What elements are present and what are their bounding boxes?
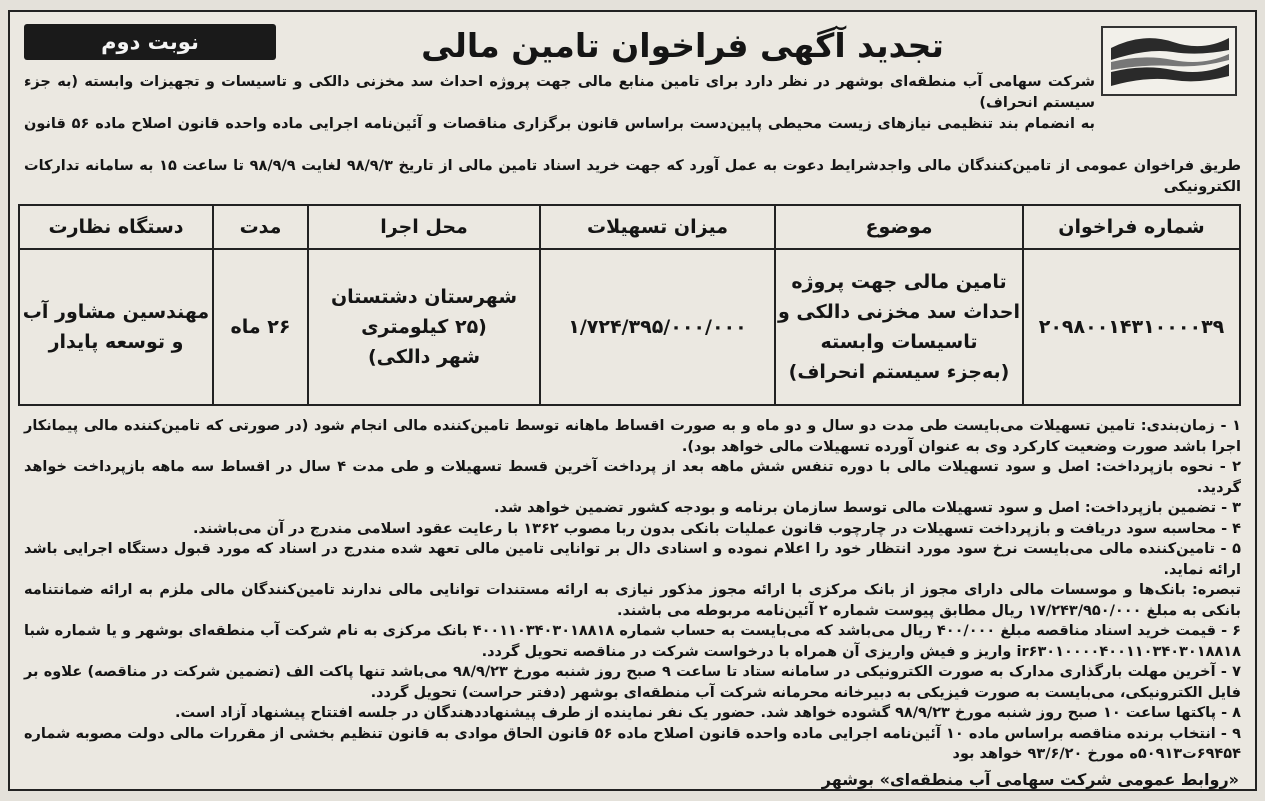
announcement-sheet bbox=[8, 10, 1257, 791]
public-relations-signature: «روابط عمومی شرکت سهامی آب منطقه‌ای» بوشهر bbox=[821, 770, 1239, 789]
intro-text-continued bbox=[24, 156, 1241, 200]
location-line: شهر دالکی) bbox=[367, 346, 480, 368]
condition-note: تبصره: بانک‌ها و موسسات مالی دارای مجوز از بانک مرکزی با ارائه مجوز مذکور نیازی به ارائه مستندات توانایی مالی ندارند تامین‌کنندگان مالی ملزم به ارائه ضمانتنامه بانکی به مبلغ ۱۷/۲۴۳/۹۵۰/۰۰۰ ریال مطابق پیوست شماره ۲ آئین‌نامه مربوطه می باشند. bbox=[24, 582, 1241, 619]
header-call-number: شماره فراخوان bbox=[1023, 205, 1240, 249]
second-publication-badge: نوبت دوم bbox=[24, 24, 276, 60]
subject-line: (به‌جزء سیستم انحراف) bbox=[788, 361, 1010, 383]
condition-item: ۷ - آخرین مهلت بارگذاری مدارک به صورت الکترونیکی در سامانه ستاد تا ساعت ۹ صبح روز شنبه مورخ ۹۸/۹/۲۳ می‌باشد تنها پاکت الف (تضمین شرکت در مناقصه) علاوه بر فایل الکترونیکی، می‌بایست به صورت فیزیکی به دبیرخانه محرمانه شرکت آب منطقه‌ای بوشهر (دفتر حراست) تحویل گردد. bbox=[24, 664, 1242, 701]
condition-item: ۱ - زمان‌بندی: تامین تسهیلات می‌بایست طی مدت دو سال و دو ماه و به صورت اقساط ماهانه توسط تامین‌کننده مالی انجام شود (در صورتی که تامین‌کننده مالی پیمانکار اجرا باشد صورت وضعیت کارکرد وی به عنوان آورده تسهیلات مالی خواهد بود). bbox=[24, 418, 1241, 455]
condition-item: ۳ - تضمین بازپرداخت: اصل و سود تسهیلات مالی توسط سازمان برنامه و بودجه کشور تضمین خواهد شد. bbox=[493, 500, 1241, 516]
header-amount: میزان تسهیلات bbox=[540, 205, 775, 249]
table-row bbox=[19, 249, 1240, 405]
condition-item: ۸ - پاکتها ساعت ۱۰ صبح روز شنبه مورخ ۹۸/۹/۲۳ گشوده خواهد شد. حضور یک نفر نماینده از طرف پیشنهاددهندگان در جلسه افتتاح پیشنهاد آزاد است. bbox=[175, 705, 1241, 721]
page-title: تجدید آگهی فراخوان تامین مالی bbox=[421, 26, 944, 65]
header-supervisor: دستگاه نظارت bbox=[19, 205, 213, 249]
water-company-logo-icon bbox=[1101, 26, 1237, 96]
table-header-row bbox=[19, 205, 1240, 249]
location-line: شهرستان دشتستان bbox=[330, 286, 518, 308]
header-subject: موضوع bbox=[775, 205, 1023, 249]
condition-item: ۹ - انتخاب برنده مناقصه براساس ماده ۱۰ آئین‌نامه اجرایی ماده واحده قانون اصلاح ماده ۵۶ قانون الحاق موادی به قانون تنظیم بخشی از مقررات مالی دولت مصوبه شماره ۶۹۴۵۴ت۵۰۹۱۳ه مورخ ۹۳/۶/۲۰ خواهد بود bbox=[24, 725, 1241, 762]
intro-line: طریق فراخوان عمومی از تامین‌کنندگان مالی واجدشرایط دعوت به عمل آورد که جهت خرید اسناد تامین مالی از تاریخ ۹۸/۹/۳ لغایت ۹۸/۹/۹ تا ساعت ۱۵ به سامانه تدارکات الکترونیکی bbox=[24, 158, 1241, 195]
intro-line: شرکت سهامی آب منطقه‌ای بوشهر در نظر دارد برای تامین منابع مالی جهت پروژه احداث سد مخزنی دالکی و تاسیسات و تجهیزات وابسته (به جزء سیستم انحراف) bbox=[24, 74, 1095, 111]
condition-item: ۶ - قیمت خرید اسناد مناقصه مبلغ ۴۰۰/۰۰۰ ریال می‌باشد که می‌بایست به حساب شماره ۴۰۰۱۱۰۳۴۰۳۰۱۸۸۱۸ بانک مرکزی به نام شرکت آب منطقه‌ای بوشهر و یا شماره شبا ir۶۳۰۱۰۰۰۰۴۰۰۱۱۰۳۴۰۳۰۱۸۸۱۸ واریز و فیش واریزی آن همراه با درخواست شرکت در مناقصه تحویل گردد. bbox=[24, 623, 1241, 660]
duration: ۲۶ ماه bbox=[213, 249, 308, 405]
header-duration: مدت bbox=[213, 205, 308, 249]
intro-line: به انضمام بند تنظیمی نیازهای زیست محیطی پایین‌دست براساس قانون برگزاری مناقصات و آئین‌نامه اجرایی ماده واحده قانون اصلاح ماده ۵۶ قانون bbox=[24, 116, 1095, 132]
subject-line: تاسیسات وابسته bbox=[820, 331, 978, 353]
intro-text bbox=[24, 72, 1095, 136]
supervising-body bbox=[19, 249, 213, 405]
intro-line bbox=[24, 198, 1241, 200]
call-subject bbox=[775, 249, 1023, 405]
supervisor-line: و توسعه پایدار bbox=[48, 331, 184, 353]
header-location: محل اجرا bbox=[308, 205, 540, 249]
conditions-list bbox=[24, 416, 1241, 765]
supervisor-line: مهندسین مشاور آب bbox=[22, 301, 210, 323]
facility-amount: ۱/۷۲۴/۳۹۵/۰۰۰/۰۰۰ bbox=[540, 249, 775, 405]
call-details-table bbox=[18, 204, 1241, 406]
subject-line: احداث سد مخزنی دالکی و bbox=[777, 301, 1021, 323]
condition-item: ۵ - تامین‌کننده مالی می‌بایست نرخ سود مورد انتظار خود را اعلام نموده و اسنادی دال بر توانایی تامین مالی تعهد شده مندرج در اسناد که مورد قبول دستگاه اجرایی باشد ارائه نماید. bbox=[24, 541, 1241, 578]
condition-item: ۴ - محاسبه سود دریافت و بازپرداخت تسهیلات در چارچوب قانون عملیات بانکی بدون ربا مصوب ۱۳۶۲ با رعایت عقود اسلامی مندرج در آن می‌باشند. bbox=[192, 520, 1241, 537]
execution-location bbox=[308, 249, 540, 405]
subject-line: تامین مالی جهت پروژه bbox=[791, 271, 1007, 293]
condition-item: ۲ - نحوه بازپرداخت: اصل و سود تسهیلات مالی با دوره تنفس شش ماهه بعد از پرداخت آخرین قسط تسهیلات و طی مدت ۴ سال در اقساط سه ماهه بازپرداخت خواهد گردید. bbox=[24, 459, 1241, 496]
location-line: (۲۵ کیلومتری bbox=[361, 316, 487, 338]
call-number: ۲۰۹۸۰۰۱۴۳۱۰۰۰۰۳۹ bbox=[1023, 249, 1240, 405]
